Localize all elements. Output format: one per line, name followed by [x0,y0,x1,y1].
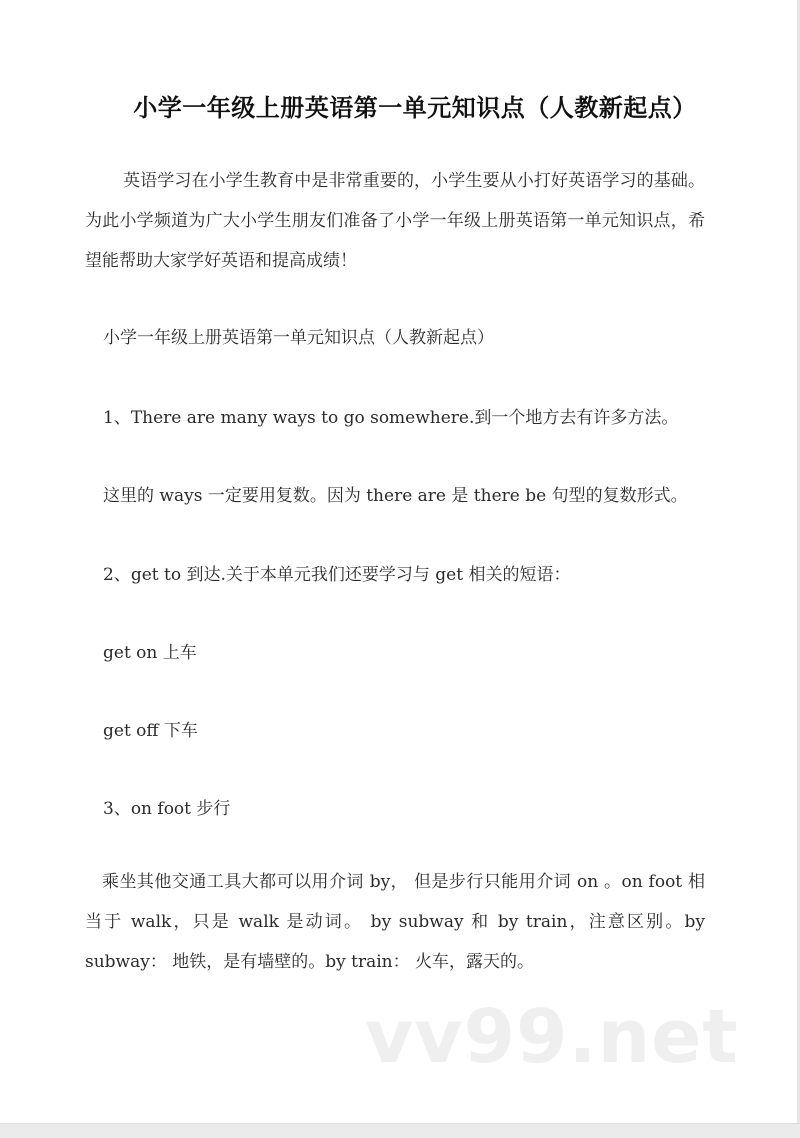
phrase-get-off: get off 下车 [103,721,198,741]
phrase-get-on: get on 上车 [103,643,197,663]
watermark: vv99.net [365,994,739,1080]
intro-paragraph: 英语学习在小学生教育中是非常重要的，小学生要从小打好英语学习的基础。为此小学频道为广大小学生朋友们准备了小学一年级上册英语第一单元知识点，希望能帮助大家学好英语和提高成绩！ [85,171,705,271]
knowledge-point-2: 2、get to 到达.关于本单元我们还要学习与 get 相关的短语： [103,565,571,585]
knowledge-point-1: 1、There are many ways to go somewhere.到一个地方去有许多方法。 [103,408,679,428]
page-bottom-edge [0,1123,800,1138]
section-subtitle: 小学一年级上册英语第一单元知识点（人教新起点） [103,328,494,348]
document-title: 小学一年级上册英语第一单元知识点（人教新起点） [133,94,697,122]
knowledge-point-1-note: 这里的 ways 一定要用复数。因为 there are 是 there be 句型的复数形式。 [103,486,688,506]
knowledge-point-3: 3、on foot 步行 [103,799,231,819]
closing-paragraph: 乘坐其他交通工具大都可以用介词 by， 但是步行只能用介词 on 。on foot 相当于 walk，只是 walk 是动词。 by subway 和 by train，注意区别。by subway： 地铁，是有墙壁的。by train： 火车，露天的。 [85,872,705,972]
